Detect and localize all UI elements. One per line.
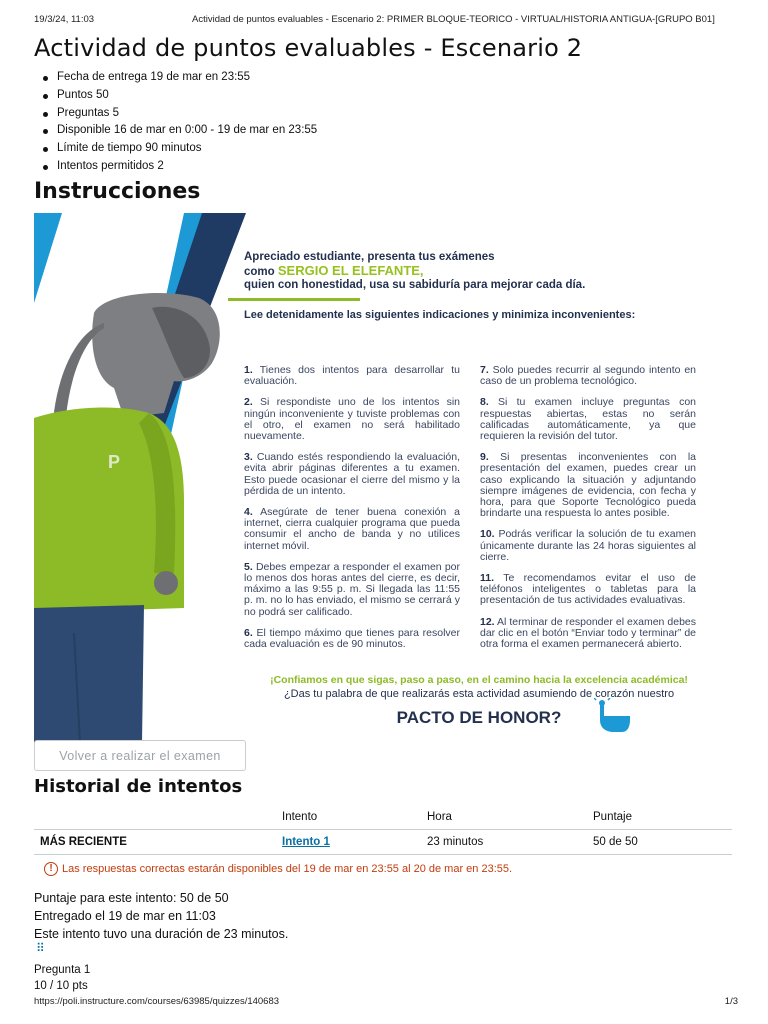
attempt-history-heading: Historial de intentos bbox=[34, 776, 243, 797]
quiz-details-list bbox=[38, 69, 317, 176]
col-header-time: Hora bbox=[427, 806, 593, 829]
honor-pact-text: PACTO DE HONOR? bbox=[396, 708, 562, 727]
rule-number: 9. bbox=[480, 451, 489, 464]
warning-icon: ! bbox=[44, 862, 58, 876]
rule-item bbox=[244, 452, 460, 497]
attempt-time: 23 minutos bbox=[427, 829, 593, 854]
elephant-mascot-icon bbox=[34, 293, 220, 743]
rules-left-column bbox=[244, 365, 460, 660]
rule-number: 8. bbox=[480, 396, 489, 409]
greeting-line-1: Apreciado estudiante, presenta tus exámenes bbox=[244, 251, 495, 263]
detail-points: Puntos 50 bbox=[38, 87, 317, 105]
closing-line-1: ¡Confiamos en que sigas, paso a paso, en el camino hacia la excelencia académica! bbox=[270, 674, 688, 686]
rule-item bbox=[480, 529, 696, 563]
banner-greeting bbox=[244, 251, 704, 292]
col-header-blank bbox=[34, 806, 282, 829]
detail-time-limit: Límite de tiempo 90 minutos bbox=[38, 140, 317, 158]
rule-text: Si tu examen incluye preguntas con respuestas abiertas, estas no serán calificadas automáticamente, ya que requieren la revisión del tutor. bbox=[480, 396, 696, 443]
attempt-summary bbox=[34, 889, 288, 943]
rule-number: 1. bbox=[244, 364, 253, 376]
banner-lead: Lee detenidamente las siguientes indicaciones y minimiza inconvenientes: bbox=[244, 309, 636, 321]
rule-item bbox=[244, 365, 460, 387]
question-header bbox=[34, 962, 90, 994]
rule-number: 7. bbox=[480, 364, 489, 376]
question-label: Pregunta 1 bbox=[34, 964, 91, 976]
svg-text:P: P bbox=[108, 452, 121, 472]
summary-duration: Este intento tuvo una duración de 23 minutos. bbox=[34, 927, 289, 941]
banner-text bbox=[244, 251, 704, 727]
print-page-number: 1/3 bbox=[724, 996, 738, 1007]
rule-text: Te recomendamos evitar el uso de teléfonos inteligentes o tabletas para la presentación de tus actividades evaluativas. bbox=[480, 572, 696, 607]
rule-text: Si presentas inconvenientes con la presentación del examen, puedes crear un caso explicando la situación y adjuntando siempre imágenes de evidencia, con fecha y hora, para que Soporte Tecnológico pueda brindarte una respuesta lo antes posible. bbox=[480, 451, 696, 520]
print-header bbox=[34, 14, 738, 28]
col-header-attempt: Intento bbox=[282, 806, 427, 829]
rule-text: Tienes dos intentos para desarrollar tu evaluación. bbox=[244, 364, 460, 388]
pointing-hand-icon bbox=[594, 698, 634, 734]
question-points: 10 / 10 pts bbox=[34, 980, 88, 992]
latest-label: MÁS RECIENTE bbox=[34, 829, 282, 854]
rule-number: 6. bbox=[244, 626, 253, 639]
rule-text: Cuando estés respondiendo la evaluación, evita abrir páginas diferentes a tu examen. Esto puede ocasionar el cierre del mismo y la pérdida de un intento. bbox=[244, 451, 460, 497]
instructions-heading: Instrucciones bbox=[34, 179, 201, 204]
greeting-highlight: SERGIO EL ELEFANTE, bbox=[277, 263, 424, 278]
rule-item bbox=[244, 562, 460, 618]
table-row bbox=[34, 829, 732, 854]
banner-stripe-corner bbox=[34, 213, 62, 303]
rule-text: El tiempo máximo que tienes para resolver cada evaluación es de 90 minutos. bbox=[244, 626, 461, 651]
detail-attempts: Intentos permitidos 2 bbox=[38, 158, 317, 176]
page-title: Actividad de puntos evaluables - Escenario 2 bbox=[34, 34, 583, 62]
rule-item bbox=[480, 365, 696, 387]
rule-number: 4. bbox=[244, 506, 253, 519]
rule-item bbox=[244, 397, 460, 442]
print-doc-title: Actividad de puntos evaluables - Escenario 2: PRIMER BLOQUE-TEORICO - VIRTUAL/HISTORIA ANTIGUA-[GRUPO B01] bbox=[192, 14, 715, 25]
attempt-score: 50 de 50 bbox=[593, 829, 732, 854]
rule-text: Podrás verificar la solución de tu examen únicamente durante las 24 horas siguientes al cierre. bbox=[480, 528, 696, 563]
answers-availability-notice bbox=[44, 862, 512, 876]
rule-number: 3. bbox=[244, 451, 253, 464]
print-footer bbox=[34, 996, 738, 1010]
greeting-divider bbox=[228, 298, 360, 301]
rule-text: Al terminar de responder el examen debes dar clic en el botón “Enviar todo y terminar” de otra forma el examen permanecerá abierto. bbox=[480, 615, 696, 651]
rule-number: 2. bbox=[244, 396, 253, 409]
retake-quiz-button[interactable]: Volver a realizar el examen bbox=[34, 740, 246, 771]
rule-item bbox=[480, 573, 696, 607]
rule-number: 12. bbox=[480, 615, 495, 628]
greeting-line-3: quien con honestidad, usa su sabiduría para mejorar cada día. bbox=[244, 279, 586, 291]
table-header-row bbox=[34, 806, 732, 829]
print-timestamp: 19/3/24, 11:03 bbox=[34, 14, 95, 25]
greeting-line-2 bbox=[244, 264, 704, 279]
rule-text: Si respondiste uno de los intentos sin ningún inconveniente y tuviste problemas con el otro, el examen no será habilitado nuevamente. bbox=[244, 396, 460, 443]
rule-item bbox=[480, 397, 696, 442]
detail-questions: Preguntas 5 bbox=[38, 105, 317, 123]
drag-handle-icon[interactable]: ⠿ bbox=[36, 941, 45, 955]
instructions-banner bbox=[34, 213, 710, 743]
detail-due-date: Fecha de entrega 19 de mar en 23:55 bbox=[38, 69, 317, 87]
attempt-cell bbox=[282, 829, 427, 854]
rule-item bbox=[480, 617, 696, 651]
summary-submitted: Entregado el 19 de mar en 11:03 bbox=[34, 909, 216, 923]
rule-item bbox=[480, 452, 696, 519]
notice-text: Las respuestas correctas estarán disponibles del 19 de mar en 23:55 al 20 de mar en 23:55. bbox=[62, 863, 513, 875]
rule-number: 5. bbox=[244, 560, 253, 573]
closing-line-2: ¿Das tu palabra de que realizarás esta actividad asumiendo de corazón nuestro bbox=[283, 688, 675, 700]
rules-right-column bbox=[480, 365, 696, 660]
attempt-history-table bbox=[34, 806, 732, 855]
rule-number: 10. bbox=[480, 528, 495, 541]
print-url: https://poli.instructure.com/courses/63985/quizzes/140683 bbox=[34, 996, 280, 1007]
summary-score: Puntaje para este intento: 50 de 50 bbox=[34, 891, 229, 905]
rule-item bbox=[244, 628, 460, 650]
col-header-score: Puntaje bbox=[593, 806, 732, 829]
rule-text: Debes empezar a responder el examen por lo menos dos horas antes del cierre, es decir, máximo a las 9:55 p. m. Si llegada las 11:55 p. m. no lo has enviado, el mismo se cerrará y no podrá ser calificado. bbox=[244, 560, 460, 618]
rule-number: 11. bbox=[480, 572, 495, 585]
greeting-prefix: como bbox=[244, 266, 278, 278]
banner-closing bbox=[244, 674, 710, 728]
attempt-1-link[interactable]: Intento 1 bbox=[282, 835, 330, 848]
rule-text: Solo puedes recurrir al segundo intento en caso de un problema tecnológico. bbox=[480, 364, 696, 388]
rule-text: Asegúrate de tener buena conexión a internet, cierra cualquier programa que pueda consumir el ancho de banda y no utilices internet móvil. bbox=[244, 506, 460, 552]
detail-available: Disponible 16 de mar en 0:00 - 19 de mar en 23:55 bbox=[38, 122, 317, 140]
rule-item bbox=[244, 507, 460, 552]
